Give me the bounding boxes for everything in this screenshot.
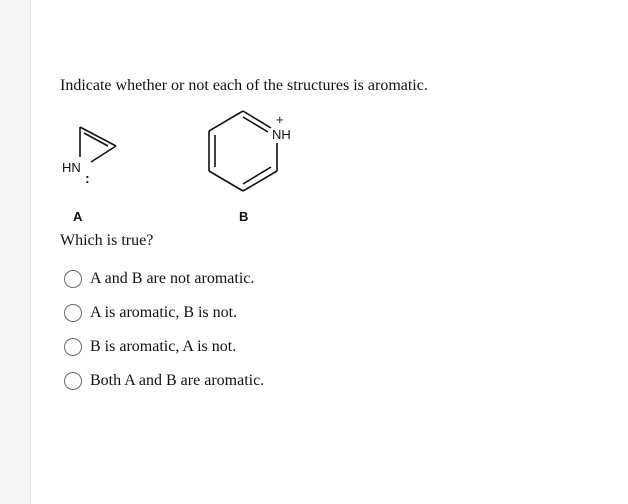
- structure-b-charge: +: [276, 112, 284, 127]
- structure-a: [62, 127, 116, 224]
- radio-button-icon[interactable]: [64, 338, 82, 356]
- option-label: B is aromatic, A is not.: [90, 338, 237, 355]
- question-prompt: Indicate whether or not each of the structures is aromatic.: [60, 77, 428, 94]
- option-4[interactable]: [64, 364, 264, 398]
- radio-button-icon[interactable]: [64, 372, 82, 390]
- structure-a-label: A: [73, 209, 83, 224]
- radio-button-icon[interactable]: [64, 270, 82, 288]
- structure-a-atom-label: HN: [62, 160, 81, 175]
- option-1[interactable]: [64, 262, 264, 296]
- option-label: Both A and B are aromatic.: [90, 372, 265, 389]
- option-2[interactable]: [64, 296, 264, 330]
- structure-b: [209, 111, 291, 224]
- radio-button-icon[interactable]: [64, 304, 82, 322]
- option-label: A and B are not aromatic.: [90, 270, 255, 287]
- answer-options: [64, 262, 264, 398]
- structure-b-label: B: [239, 209, 249, 224]
- option-3[interactable]: [64, 330, 264, 364]
- sub-prompt: Which is true?: [60, 232, 154, 249]
- structures-figure: [0, 0, 628, 240]
- structure-b-atom-label: NH: [272, 127, 291, 142]
- structure-a-lone-pair: :: [85, 170, 90, 186]
- option-label: A is aromatic, B is not.: [90, 304, 238, 321]
